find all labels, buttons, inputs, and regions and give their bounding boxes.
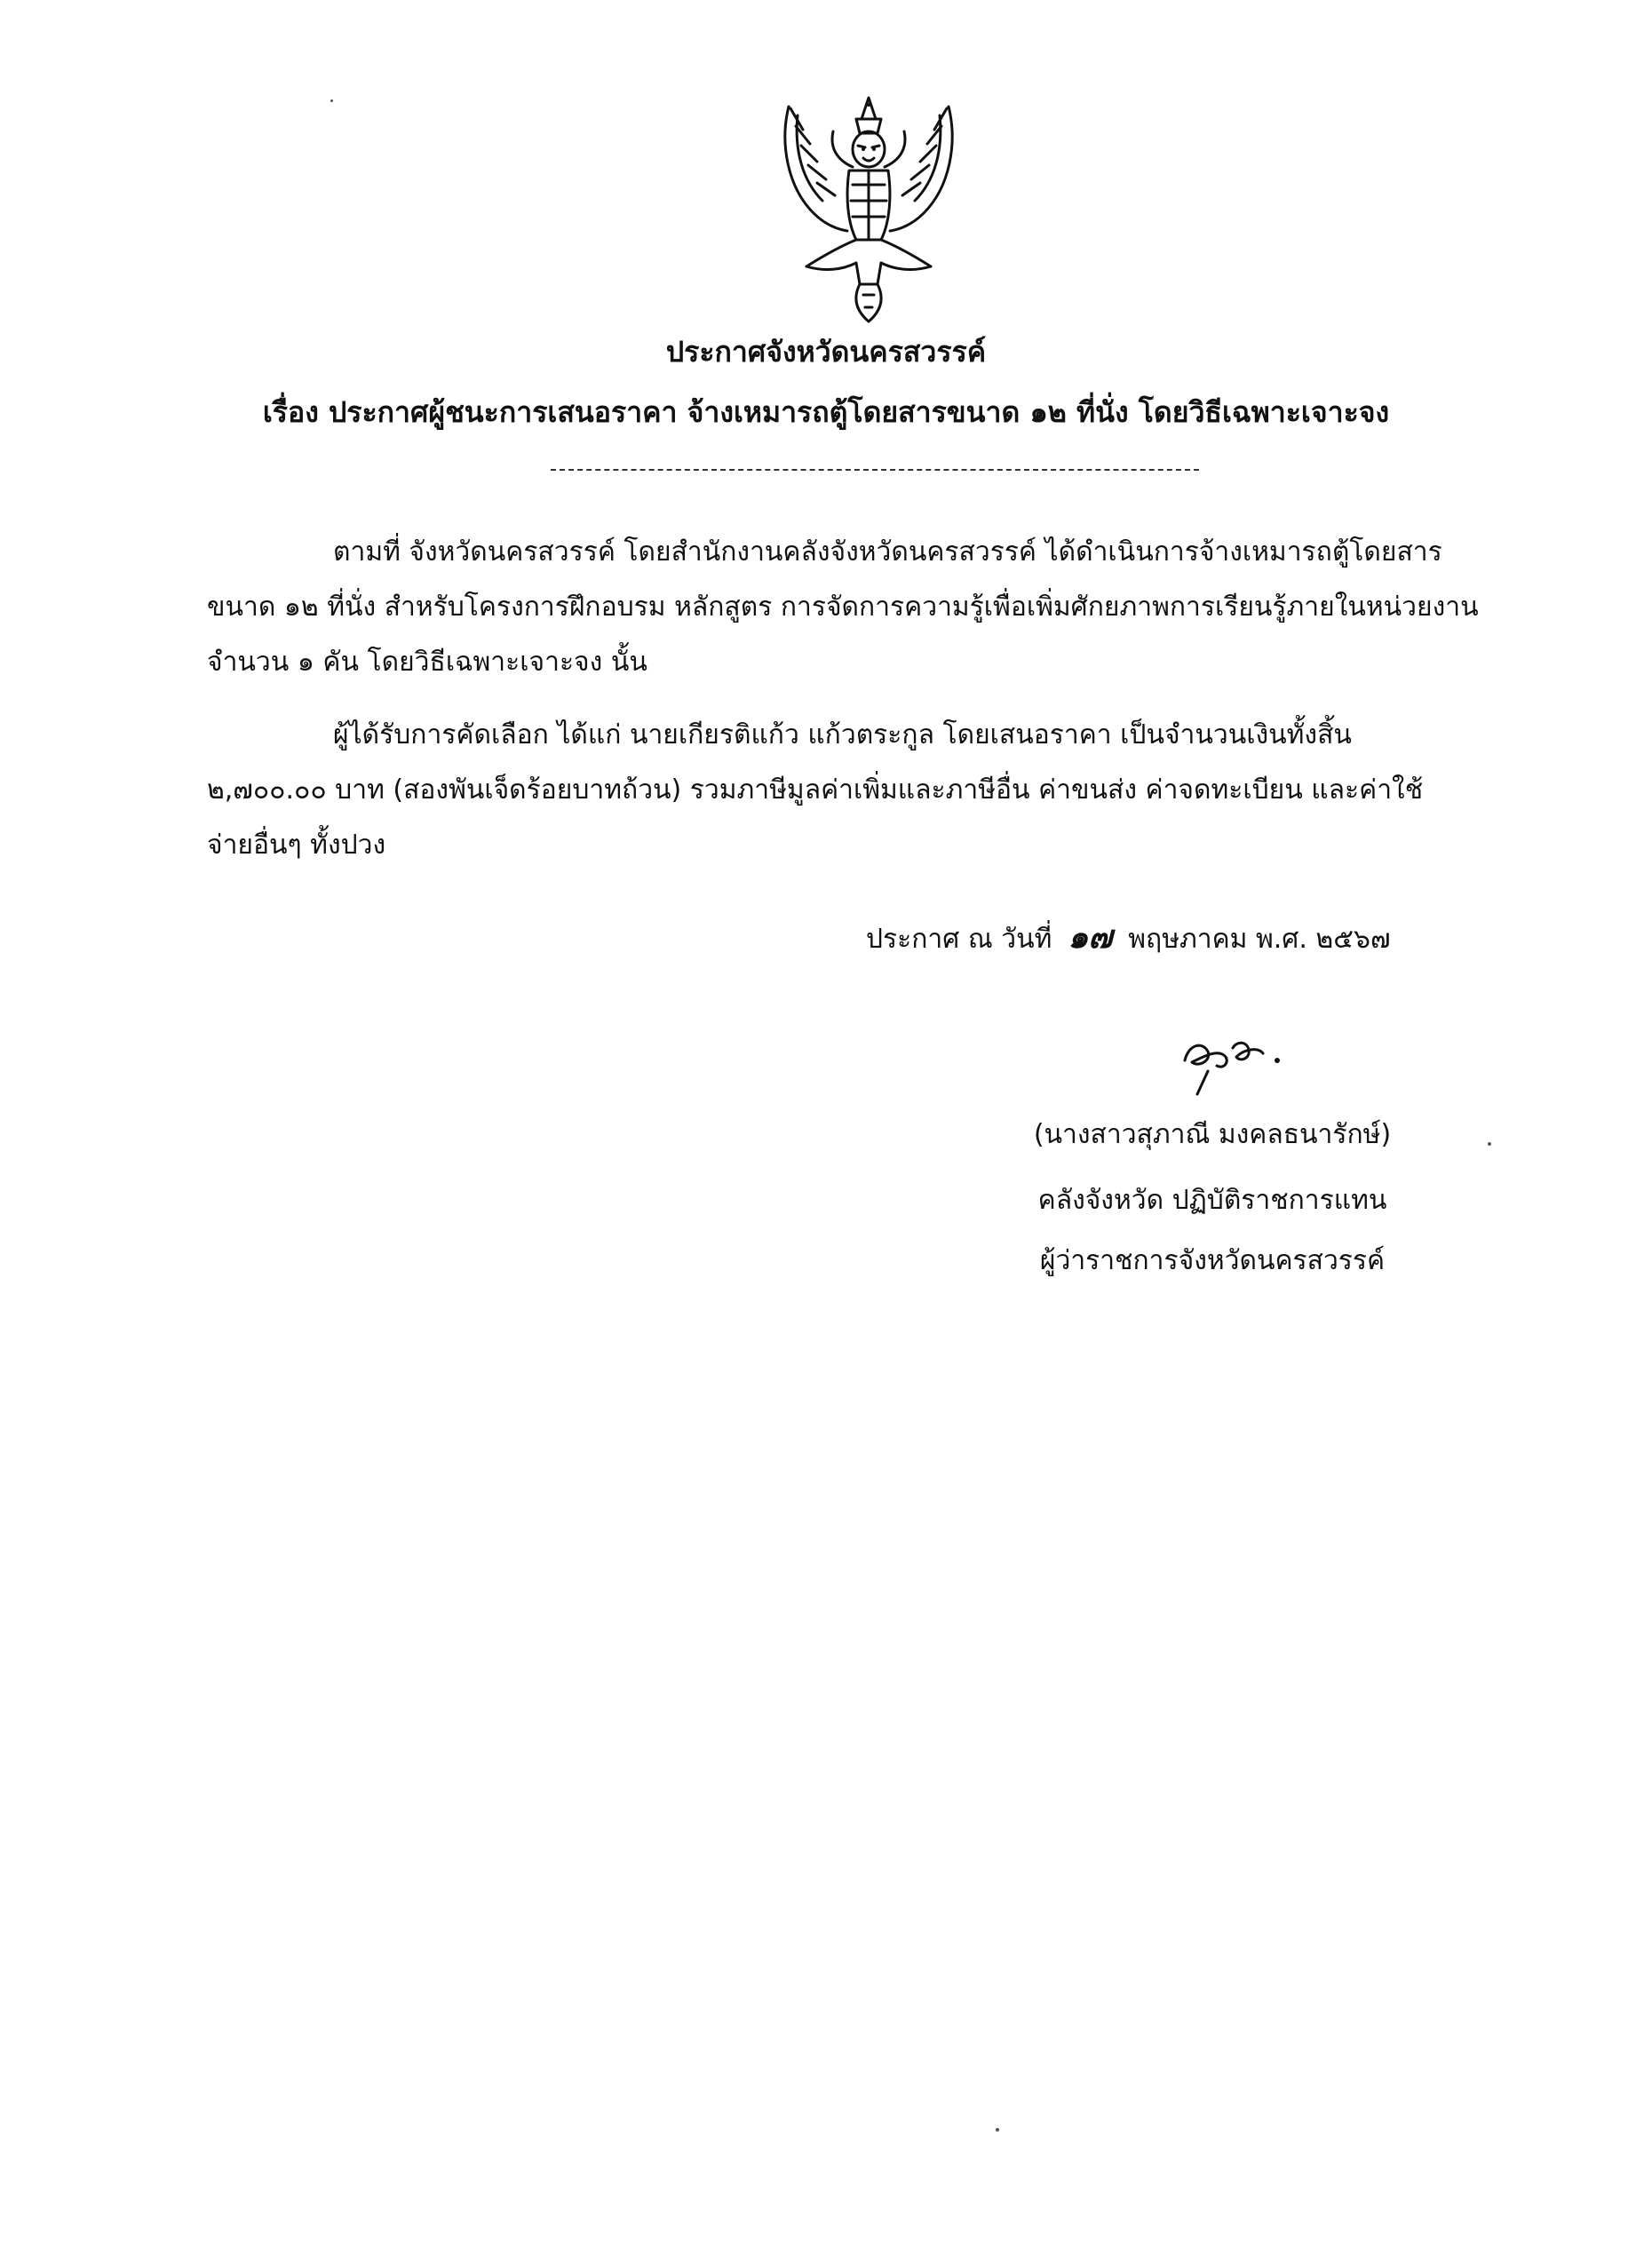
- paragraph-1-line-1: ตามที่ จังหวัดนครสวรรค์ โดยสำนักงานคลังจังหวัดนครสวรรค์ ได้ดำเนินการจ้างเหมารถตู้โดยสาร: [333, 536, 1442, 568]
- signer-name: (นางสาวสุภาณี มงคลธนารักษ์): [1033, 1119, 1392, 1150]
- signer-authority: ผู้ว่าราชการจังหวัดนครสวรรค์: [1039, 1245, 1386, 1276]
- announcement-title: ประกาศจังหวัดนครสวรรค์: [665, 335, 987, 369]
- date-day: ๑๗: [1068, 919, 1113, 956]
- date-prefix: ประกาศ ณ วันที่: [866, 924, 1052, 955]
- paragraph-2-line-2: ๒,๗๐๐.๐๐ บาท (สองพันเจ็ดร้อยบาทถ้วน) รวมภาษีมูลค่าเพิ่มและภาษีอื่น ค่าขนส่ง ค่าจดทะเบียน และค่าใช้: [207, 774, 1424, 806]
- date-month-year: พฤษภาคม พ.ศ. ๒๕๖๗: [1128, 924, 1391, 955]
- scan-speck: [996, 2128, 999, 2132]
- announcement-subject: เรื่อง ประกาศผู้ชนะการเสนอราคา จ้างเหมารถตู้โดยสารขนาด ๑๒ ที่นั่ง โดยวิธีเฉพาะเจาะจง: [262, 395, 1390, 429]
- scan-speck: [1488, 1142, 1491, 1146]
- paragraph-2-line-3: จ่ายอื่นๆ ทั้งปวง: [207, 830, 386, 861]
- scan-speck: [330, 99, 333, 102]
- paragraph-1-line-3: จำนวน ๑ คัน โดยวิธีเฉพาะเจาะจง นั้น: [207, 647, 647, 678]
- announcement-date: [866, 918, 1391, 959]
- signer-position: คลังจังหวัด ปฏิบัติราชการแทน: [1037, 1185, 1387, 1216]
- handwritten-signature: [1172, 1021, 1288, 1101]
- garuda-emblem-icon: [771, 89, 966, 329]
- paragraph-1-line-2: ขนาด ๑๒ ที่นั่ง สำหรับโครงการฝึกอบรม หลักสูตร การจัดการความรู้เพื่อเพิ่มศักยภาพการเรียนรู้ภายในหน่วยงาน: [207, 592, 1479, 623]
- paragraph-2-line-1: ผู้ได้รับการคัดเลือก ได้แก่ นายเกียรติแก้ว แก้วตระกูล โดยเสนอราคา เป็นจำนวนเงินทั้งสิ้น: [333, 719, 1352, 750]
- title-separator: [551, 469, 1199, 471]
